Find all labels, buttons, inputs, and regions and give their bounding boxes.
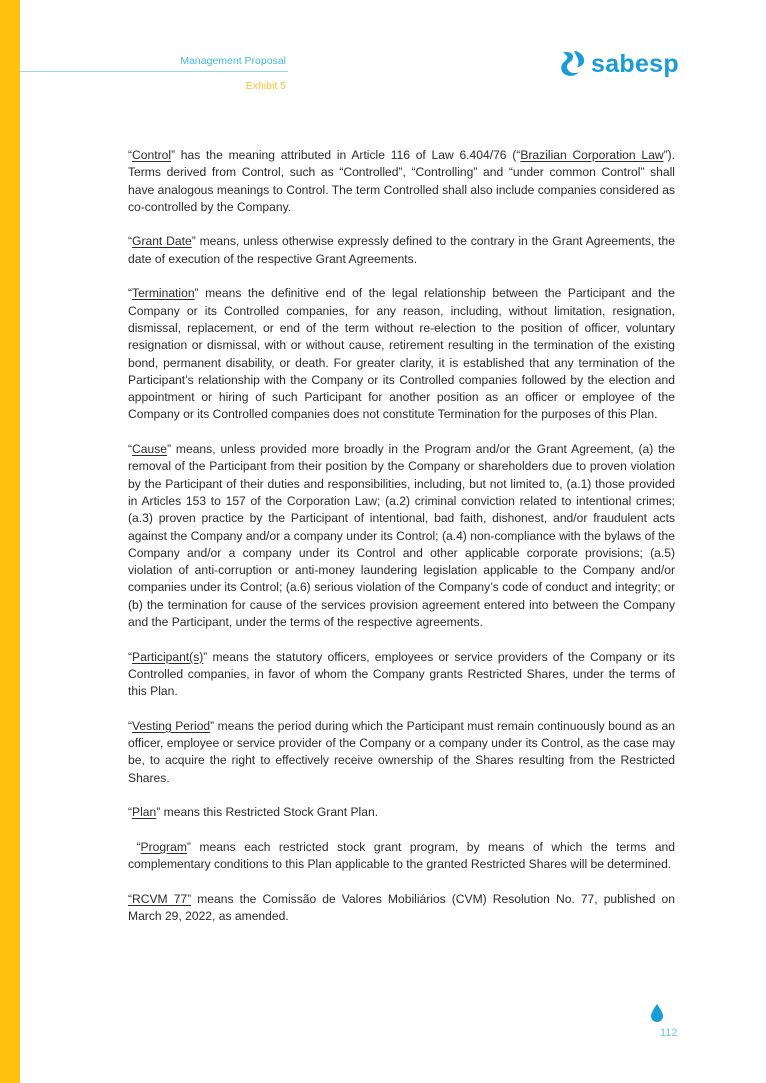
sabesp-logo [560, 50, 679, 78]
exhibit-label: Exhibit 5 [245, 80, 286, 92]
term-control: Control [132, 148, 172, 162]
term-plan: Plan [132, 805, 157, 820]
sabesp-logo-icon [560, 50, 586, 78]
term-brazilian-corporation-law: Brazilian Corporation Law [520, 148, 664, 162]
definitions-body [128, 147, 675, 943]
definition-cause: “Cause” means, unless provided more broadly in the Program and/or the Grant Agreement, (a) the removal of the Participant from their position by the Company or shareholders due to proven violation by the Participant of their duties and responsibilities, including, but not limited to, (a.1) those provided in Articles 153 to 157 of the Corporation Law; (a.2) criminal conviction related to intentional crimes; (a.3) proven practice by the Participant of intentional, bad faith, dishonest, and/or fraudulent acts against the Company and/or a company under its Control; (a.4) non-compliance with the bylaws of the Company and/or a company under its Control and other applicable corporate provisions; (a.5) violation of anti-corruption or anti-money laundering legislation applicable to the Company and/or companies under its Control; (a.6) serious violation of the Company’s code of conduct and integrity; or (b) the termination for cause of the services provision agreement entered into between the Company and the Participant, under the terms of the respective agreements. [128, 442, 675, 630]
page-number: 112 [660, 1027, 678, 1039]
term-cause: Cause [132, 442, 167, 457]
definition-termination: “Termination” means the definitive end of the legal relationship between the Participant and the Company or its Controlled companies, for any reason, including, without limitation, resignation, dismissal, replacement, or end of the term without re-election to the position of officer, voluntary resignation or dismissal, with or without cause, retirement resulting in the termination of the existing bond, permanent disability, or death. For greater clarity, it is established that any termination of the Participant’s relationship with the Company or its Controlled companies followed by the election and appointment or hiring of such Participant for another position as an officer or employee of the Company or its Controlled companies does not constitute Termination for the purposes of this Plan. [128, 286, 675, 422]
definition-participants: “Participant(s)” means the statutory officers, employees or service providers of the Company or its Controlled companies, in favor of whom the Company grants Restricted Shares, under the terms of this Plan. [128, 649, 675, 699]
definition-program: “Program” means each restricted stock grant program, by means of which the terms and complementary conditions to this Plan applicable to the granted Restricted Shares will be determined. [128, 839, 675, 872]
definition-vesting-period: “Vesting Period” means the period during which the Participant must remain continuously bound as an officer, employee or service provider of the Company or a company under its Control, as the case may be, to acquire the right to effectively receive ownership of the Shares resulting from the Restricted Shares. [128, 718, 675, 785]
header-divider [20, 71, 288, 72]
term-participants: Participant(s) [132, 649, 204, 664]
term-termination: Termination [132, 286, 195, 301]
term-grant-date: Grant Date [132, 234, 192, 249]
term-program: Program [140, 839, 187, 854]
water-drop-icon [651, 1004, 663, 1022]
definition-control: “Control” has the meaning attributed in Article 116 of Law 6.404/76 (“Brazilian Corporation Law”). Terms derived from Control, such as “Controlled”, “Controlling” and “under common Control” shall have analogous meanings to Control. The term Controlled shall also include companies considered as co-controlled by the Company. [128, 148, 675, 214]
definition-rcvm-77: “RCVM 77” means the Comissão de Valores Mobiliários (CVM) Resolution No. 77, published on March 29, 2022, as amended. [128, 891, 675, 924]
term-vesting-period: Vesting Period [132, 718, 211, 733]
document-title: Management Proposal [180, 55, 286, 67]
logo-wordmark: sabesp [591, 49, 679, 78]
definition-plan: “Plan” means this Restricted Stock Grant Plan. [128, 805, 379, 820]
definition-grant-date: “Grant Date” means, unless otherwise expressly defined to the contrary in the Grant Agreements, the date of execution of the respective Grant Agreements. [128, 234, 675, 266]
term-rcvm-77: “RCVM 77” [128, 891, 192, 906]
side-accent-bar [0, 0, 20, 1083]
